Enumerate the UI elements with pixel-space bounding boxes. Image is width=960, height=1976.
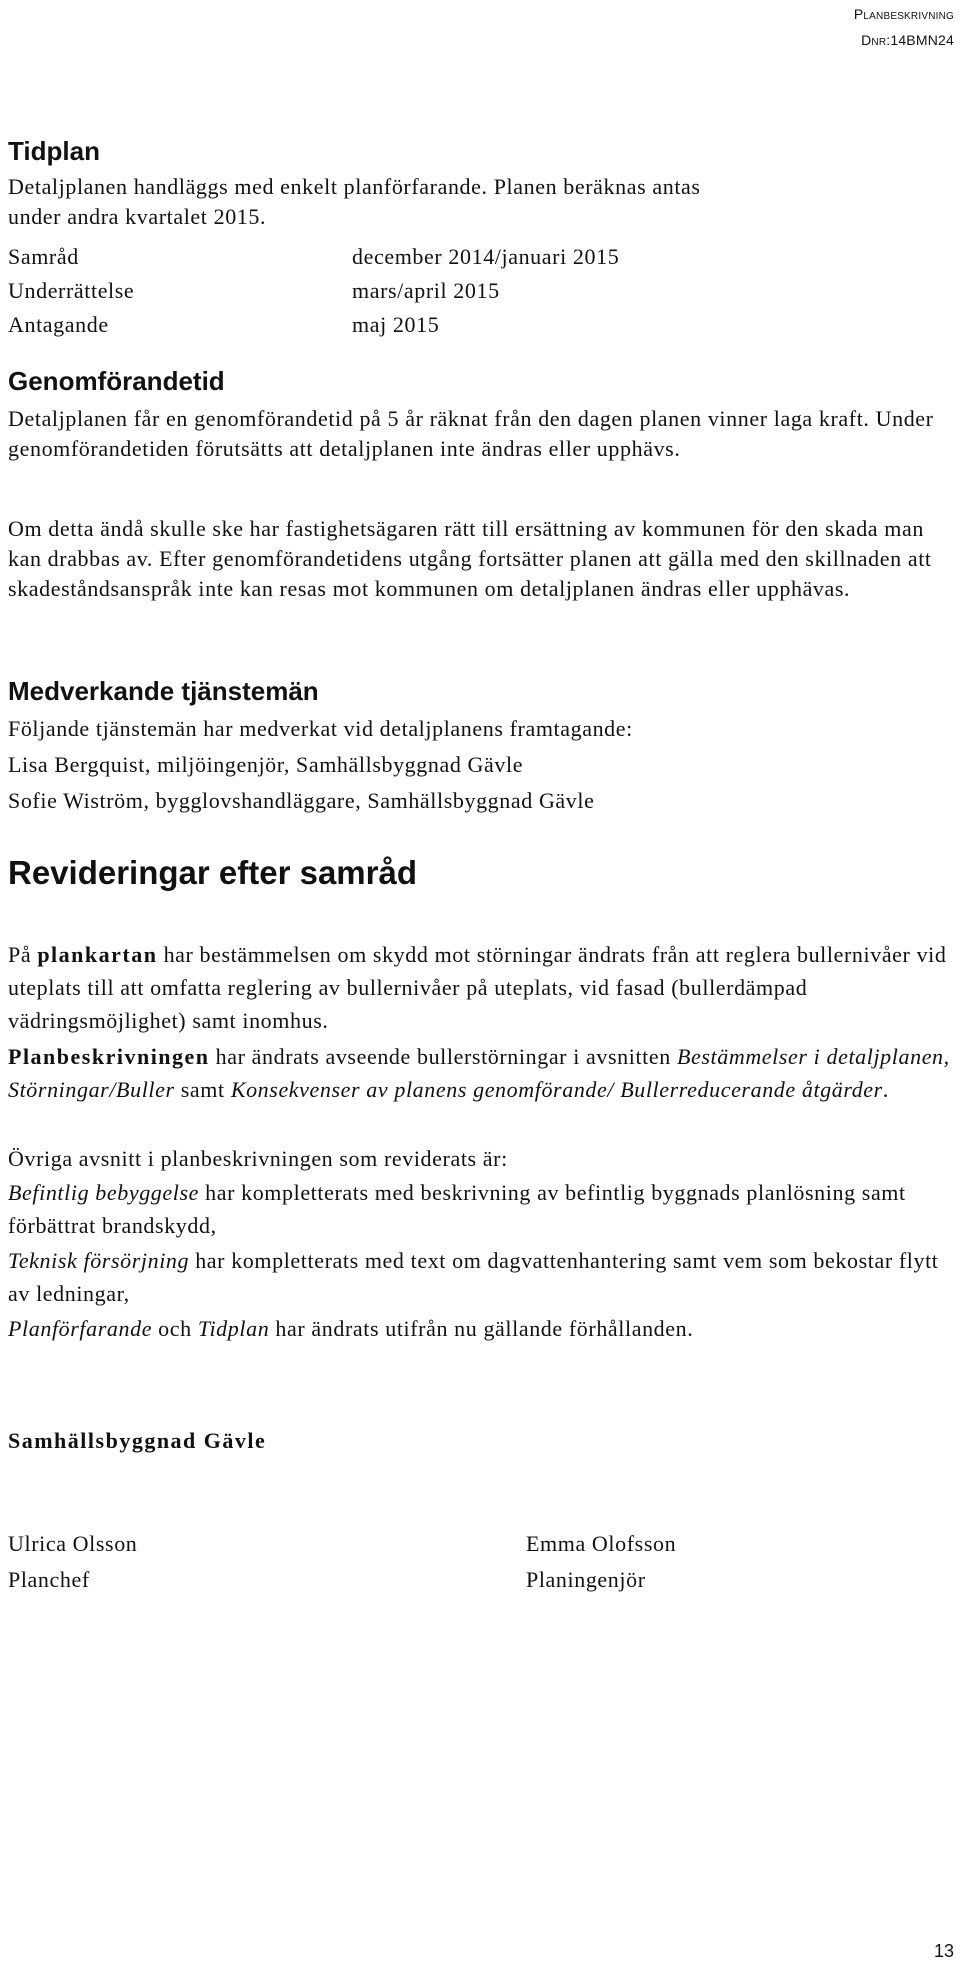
section-reference: Planförfarande — [8, 1316, 153, 1341]
document-type-label: Planbeskrivning — [853, 6, 954, 22]
medverkande-intro: Följande tjänstemän har medverkat vid detaljplanens framtagande: — [8, 716, 633, 741]
schedule-label: Samråd — [8, 244, 79, 269]
schedule-value: maj 2015 — [352, 312, 440, 337]
signature-organization: Samhällsbyggnad Gävle — [8, 1428, 267, 1453]
plankartan-term: plankartan — [37, 942, 158, 967]
revideringar-item-teknisk — [8, 1244, 952, 1310]
genomforandetid-paragraph-1: Detaljplanen får en genomförandetid på 5 år räknat från den dagen planen vinner laga kraft. Under genomförandetiden förutsätts att detaljplanen inte ändras eller upphävs. — [8, 406, 940, 461]
section-heading-revideringar: Revideringar efter samråd — [8, 854, 418, 891]
tidplan-intro-line-2: under andra kvartalet 2015. — [8, 204, 267, 229]
section-heading-tidplan: Tidplan — [8, 136, 100, 166]
signatory-name: Ulrica Olsson — [8, 1531, 138, 1556]
document-number: Dnr:14BMN24 — [861, 32, 954, 48]
page-number: 13 — [933, 1941, 954, 1961]
person-line: Sofie Wiström, bygglovshandläggare, Samhällsbyggnad Gävle — [8, 788, 595, 813]
text-run: har kompletterats med beskrivning av befintlig byggnads planlösning samt förbättrat brandskydd, — [8, 1180, 912, 1238]
section-reference: Bestämmelser i detaljplanen, Störningar/Buller — [8, 1044, 956, 1102]
signatory-title: Planchef — [8, 1567, 90, 1592]
text-run: . — [882, 1077, 889, 1102]
signatory-title: Planingenjör — [526, 1567, 646, 1592]
genomforandetid-paragraph-2: Om detta ändå skulle ske har fastighetsägaren rätt till ersättning av kommunen för den skada man kan drabbas av. Efter genomförandetidens utgång fortsätter planen att gälla med den skillnaden att skadeståndsanspråk inte kan resas mot kommunen om detaljplanen ändras eller upphävas. — [8, 516, 938, 601]
text-run: samt — [174, 1077, 231, 1102]
signature-left — [8, 1526, 137, 1598]
text-run: På — [8, 942, 38, 967]
text-run: har ändrats utifrån nu gällande förhållanden. — [269, 1316, 694, 1341]
person-line: Lisa Bergquist, miljöingenjör, Samhällsbyggnad Gävle — [8, 752, 524, 777]
section-reference: Teknisk försörjning — [8, 1248, 190, 1273]
revideringar-item-befintlig — [8, 1176, 952, 1242]
tidplan-intro-line-1: Detaljplanen handläggs med enkelt planförfarande. Planen beräknas antas — [8, 174, 701, 199]
section-heading-genomforandetid: Genomförandetid — [8, 366, 225, 396]
section-heading-medverkande: Medverkande tjänstemän — [8, 676, 319, 706]
text-run: har ändrats avseende bullerstörningar i avsnitten — [209, 1044, 677, 1069]
revideringar-paragraph-plankarta — [8, 938, 952, 1037]
revideringar-item-planforfarande — [8, 1312, 952, 1345]
schedule-label: Underrättelse — [8, 278, 135, 303]
schedule-label: Antagande — [8, 312, 109, 337]
text-run: och — [152, 1316, 198, 1341]
section-reference: Konsekvenser av planens genomförande/ Bullerreducerande åtgärder — [230, 1077, 883, 1102]
revideringar-paragraph-ovriga: Övriga avsnitt i planbeskrivningen som reviderats är: — [8, 1146, 508, 1171]
schedule-value: mars/april 2015 — [352, 278, 500, 303]
text-run: har kompletterats med text om dagvattenhantering samt vem som bekostar flytt av ledningar, — [8, 1248, 945, 1306]
section-reference: Tidplan — [197, 1316, 270, 1341]
signatory-name: Emma Olofsson — [526, 1531, 677, 1556]
revideringar-paragraph-planbeskrivning — [8, 1040, 956, 1106]
section-reference: Befintlig bebyggelse — [8, 1180, 199, 1205]
text-run: har bestämmelsen om skydd mot störningar ändrats från att reglera bullernivåer vid uteplats till att omfatta reglering av bullernivåer på uteplats, vid fasad (bullerdämpad vädringsmöjlighet) samt inomhus. — [8, 942, 953, 1033]
planbeskrivningen-term: Planbeskrivningen — [8, 1044, 210, 1069]
signature-right — [526, 1526, 676, 1598]
schedule-value: december 2014/januari 2015 — [352, 244, 620, 269]
tidplan-intro — [8, 172, 952, 232]
